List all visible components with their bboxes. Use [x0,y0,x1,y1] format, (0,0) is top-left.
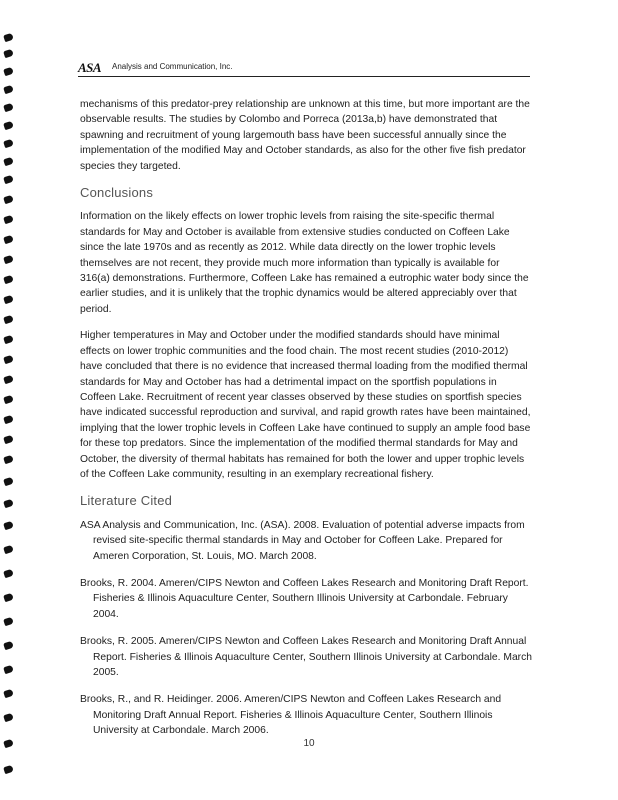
conclusions-heading: Conclusions [80,185,154,201]
reference-item: Brooks, R., and R. Heidinger. 2006. Ameren/CIPS Newton and Coffeen Lakes Research and Monitoring Draft Annual Report. Fisheries & Illinois Aquaculture Center, Southern Illinois University at Carbondale. March 2006. [80,694,502,737]
conclusions-paragraph: Information on the likely effects on lower trophic levels from raising the site-specific thermal standards for May and October is available from extensive studies conducted on Coffeen Lake since the late 1970s and as recently as 2012. While data directly on the lower trophic levels themselves are not recent, they provide much more information than typically is available for 316(a) demonstrations. Furthermore, Coffeen Lake has remained a eutrophic water body since the earlier studies, and it is unlikely that the trophic dynamics would be altered appreciably over that period. [80,211,529,315]
conclusions-paragraph: Higher temperatures in May and October under the modified standards should have minimal effects on lower trophic communities and the food chain. The most recent studies (2010-2012) have concluded that there is no evidence that increased thermal loading from the modified thermal standards for May and October has had a detrimental impact on the sportfish populations in Coffeen Lake. Recruitment of recent year classes observed by these studies on sportfish species have indicated successful reproduction and survival, and rapid growth rates have been maintained, implying that the lower trophic levels in Coffeen Lake have continued to supply an ample food base for these top predators. Since the implementation of the modified thermal standards for May and October, the diversity of thermal habitats has remained for both the lower and upper trophic levels of the Coffeen Lake community, resulting in an exemplary recreational fishery. [80,330,531,480]
page-header [78,60,530,80]
binding-marks [0,0,18,800]
intro-paragraph: mechanisms of this predator-prey relationship are unknown at this time, but more important are the observable results. The studies by Colombo and Porreca (2013a,b) have demonstrated that spawning and recruitment of young largemouth bass have been successful annually since the implementation of the modified May and October standards, as also for the other five fish predator species they targeted. [80,99,530,172]
literature-heading: Literature Cited [80,493,173,509]
company-logo: ASA [78,60,102,75]
document-body [80,97,532,751]
company-name: Analysis and Communication, Inc. [112,62,233,71]
reference-item: Brooks, R. 2004. Ameren/CIPS Newton and Coffeen Lakes Research and Monitoring Draft Report. Fisheries & Illinois Aquaculture Center, Southern Illinois University at Carbondale. February 2004. [80,577,529,620]
page-number: 10 [303,738,315,749]
header-rule [78,76,530,77]
reference-item: Brooks, R. 2005. Ameren/CIPS Newton and Coffeen Lakes Research and Monitoring Draft Annual Report. Fisheries & Illinois Aquaculture Center, Southern Illinois University at Carbondale. March 2005. [80,636,532,678]
reference-item: ASA Analysis and Communication, Inc. (ASA). 2008. Evaluation of potential adverse impacts from revised site-specific thermal standards in May and October for Coffeen Lake. Prepared for Ameren Corporation, St. Louis, MO. March 2008. [80,519,525,562]
